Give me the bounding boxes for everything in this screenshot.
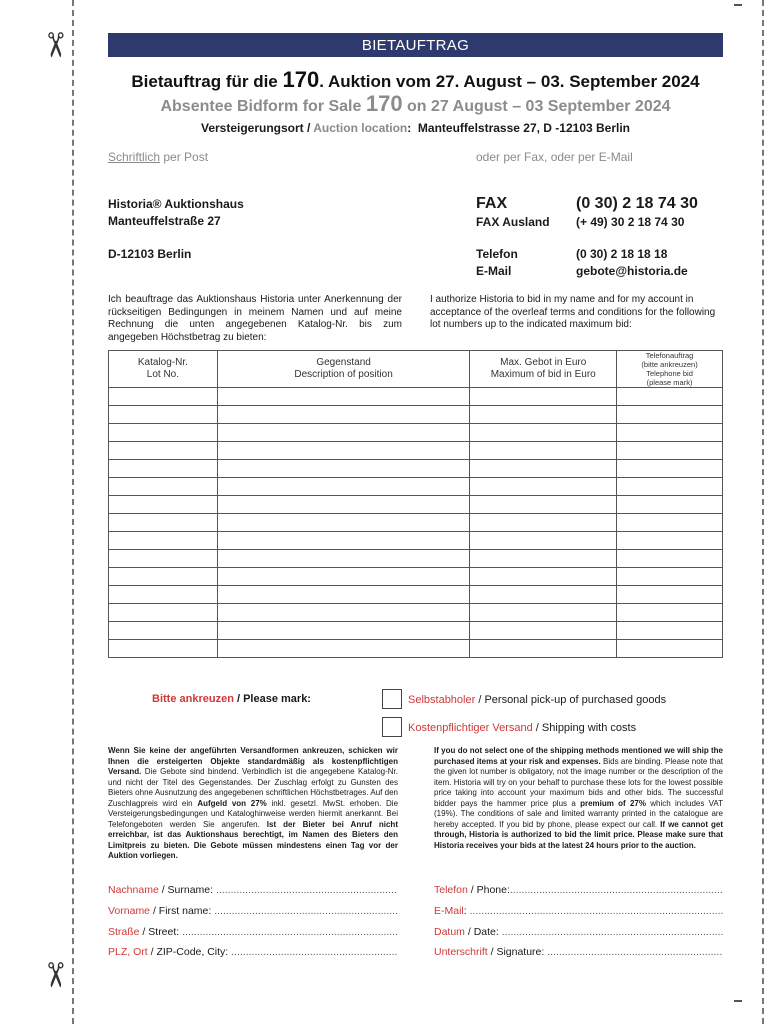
- fax-number: (0 30) 2 18 74 30: [576, 195, 698, 212]
- telephone-bid-cell[interactable]: [617, 622, 723, 640]
- scissors-icon: ✂: [35, 30, 74, 60]
- max-bid-cell[interactable]: [470, 424, 617, 442]
- crop-mark: [734, 4, 742, 6]
- telephone-bid-cell[interactable]: [617, 424, 723, 442]
- auction-location: Versteigerungsort / Auction location: Manteuffelstrasse 27, D -12103 Berlin: [200, 121, 631, 135]
- col-lot-number: Katalog-Nr. Lot No.: [109, 351, 218, 388]
- pickup-checkbox[interactable]: [382, 689, 402, 709]
- form-banner: BIETAUFTRAG: [108, 33, 723, 57]
- phone-field[interactable]: Telefon / Phone:.........................................................................: [434, 884, 723, 896]
- lot-number-cell[interactable]: [109, 550, 218, 568]
- description-cell[interactable]: [217, 424, 470, 442]
- lot-number-cell[interactable]: [109, 532, 218, 550]
- telephone-bid-cell[interactable]: [617, 478, 723, 496]
- table-row: [109, 604, 723, 622]
- first-name-field[interactable]: Vorname / First name: ...............................................................: [108, 905, 399, 917]
- crop-mark: [734, 1000, 742, 1002]
- description-cell[interactable]: [217, 604, 470, 622]
- lot-number-cell[interactable]: [109, 388, 218, 406]
- table-row: [109, 640, 723, 658]
- table-row: [109, 514, 723, 532]
- telephone-bid-cell[interactable]: [617, 388, 723, 406]
- description-cell[interactable]: [217, 568, 470, 586]
- col-telephone-bid: Telefonauftrag (bitte ankreuzen) Telephone bid (please mark): [617, 351, 723, 388]
- table-row: [109, 568, 723, 586]
- lot-number-cell[interactable]: [109, 568, 218, 586]
- note-german: Wenn Sie keine der angeführten Versandformen ankreuzen, schicken wir Ihnen die ersteigerten Objekte standardmäßig als kostenpflichtigen Versand. Die Gebote sind bindend. Verbindlich ist die angegebene Katalog-Nr. und nicht der Titel des Gegenstandes. Der Zuschlag erfolgt zu Gunsten des Bieters ohne Ausnutzung des angegebenen schriftlichen Höchstbetrages. Auf den Zuschlagpreis wird ein Aufgeld von 27% inkl. gesetzl. MwSt. erhoben. Die Versteigerungsbedingungen und Kataloghinweise werden hiermit anerkannt. Bei Telefongeboten werden Sie angerufen. Ist der Bieter bei Anruf nicht erreichbar, ist das Auktionshaus berechtigt, im Namen des Bieters den Limitpreis zu bieten. Die Gebote müssen mindestens einen Tag vor der Auktion vorliegen.: [108, 746, 399, 860]
- table-row: [109, 532, 723, 550]
- telephone-bid-cell[interactable]: [617, 514, 723, 532]
- telephone-bid-cell[interactable]: [617, 550, 723, 568]
- lot-number-cell[interactable]: [109, 514, 218, 532]
- street-field[interactable]: Straße / Street: ..........................................................................: [108, 926, 399, 938]
- fax-abroad-label: FAX Ausland: [476, 215, 550, 229]
- email-label: E-Mail: [476, 264, 512, 278]
- shipping-checkbox[interactable]: [382, 717, 402, 737]
- table-row: [109, 460, 723, 478]
- table-row: [109, 478, 723, 496]
- telephone-bid-cell[interactable]: [617, 460, 723, 478]
- company-name: Historia® Auktionshaus: [108, 197, 244, 211]
- fax-abroad-number: (+ 49) 30 2 18 74 30: [576, 215, 685, 229]
- max-bid-cell[interactable]: [470, 406, 617, 424]
- surname-field[interactable]: Nachname / Surname: ..............................................................: [108, 884, 397, 896]
- lot-number-cell[interactable]: [109, 406, 218, 424]
- telephone-bid-cell[interactable]: [617, 532, 723, 550]
- phone-label: Telefon: [476, 247, 518, 261]
- intro-english: I authorize Historia to bid in my name and for my account in acceptance of the overleaf terms and conditions for the following lot numbers up to the indicated maximum bid:: [430, 294, 716, 330]
- phone-number: (0 30) 2 18 18 18: [576, 247, 668, 261]
- max-bid-cell[interactable]: [470, 514, 617, 532]
- note-english: If you do not select one of the shipping methods mentioned we will ship the purchased items at your risk and expenses. Bids are binding. Please note that the given lot number is obligatory, not the image number or the description of the item. Historia will try on your behalf to purchase these lots for the lowest possible price taking into account your maximum bids and other bids. The successful bidder pays the hammer price plus a premium of 27% which includes VAT (19%). The conditions of sale and limited warranty printed in the catalogue are hereby accepted. If you bid by phone, please expect our call. If we cannot get through, Historia is authorized to bid the limit price. Please make sure that Historia receives your bids at the latest 24 hours prior to the auction.: [434, 746, 724, 850]
- lot-number-cell[interactable]: [109, 460, 218, 478]
- description-cell[interactable]: [217, 460, 470, 478]
- max-bid-cell[interactable]: [470, 388, 617, 406]
- description-cell[interactable]: [217, 496, 470, 514]
- intro-german: Ich beauftrage das Auktionshaus Historia unter Anerkennung der rückseitigen Bedingungen in meinem Namen und auf meine Rechnung die unten angegebenen Katalog-Nr. bis zum angegeben Höchstbetrag zu bieten:: [108, 294, 402, 343]
- description-cell[interactable]: [217, 514, 470, 532]
- email-field[interactable]: E-Mail: .......................................................................................: [434, 905, 724, 917]
- bid-table: [108, 350, 723, 658]
- max-bid-cell[interactable]: [470, 478, 617, 496]
- description-cell[interactable]: [217, 586, 470, 604]
- telephone-bid-cell[interactable]: [617, 586, 723, 604]
- description-cell[interactable]: [217, 550, 470, 568]
- table-row: [109, 622, 723, 640]
- max-bid-cell[interactable]: [470, 640, 617, 658]
- description-cell[interactable]: [217, 532, 470, 550]
- table-row: [109, 550, 723, 568]
- zip-city-field[interactable]: PLZ, Ort / ZIP-Code, City: .........................................................: [108, 946, 398, 958]
- table-row: [109, 424, 723, 442]
- cut-line-left: [72, 0, 74, 1024]
- max-bid-cell[interactable]: [470, 550, 617, 568]
- date-field[interactable]: Datum / Date: ............................................................................: [434, 926, 724, 938]
- max-bid-cell[interactable]: [470, 532, 617, 550]
- max-bid-cell[interactable]: [470, 442, 617, 460]
- lot-number-cell[interactable]: [109, 622, 218, 640]
- max-bid-cell[interactable]: [470, 586, 617, 604]
- title-english: Absentee Bidform for Sale 170 on 27 August – 03 September 2024: [160, 91, 671, 116]
- description-cell[interactable]: [217, 640, 470, 658]
- lot-number-cell[interactable]: [109, 496, 218, 514]
- telephone-bid-cell[interactable]: [617, 568, 723, 586]
- max-bid-cell[interactable]: [470, 622, 617, 640]
- please-mark-label: Bitte ankreuzen / Please mark:: [152, 693, 311, 705]
- lot-number-cell[interactable]: [109, 442, 218, 460]
- description-cell[interactable]: [217, 442, 470, 460]
- description-cell[interactable]: [217, 388, 470, 406]
- company-street: Manteuffelstraße 27: [108, 214, 221, 228]
- fax-email-heading: oder per Fax, oder per E-Mail: [476, 150, 633, 164]
- lot-number-cell[interactable]: [109, 604, 218, 622]
- telephone-bid-cell[interactable]: [617, 496, 723, 514]
- shipping-option-label: Kostenpflichtiger Versand / Shipping with costs: [408, 722, 637, 734]
- max-bid-cell[interactable]: [470, 496, 617, 514]
- max-bid-cell[interactable]: [470, 460, 617, 478]
- telephone-bid-cell[interactable]: [617, 442, 723, 460]
- table-row: [109, 406, 723, 424]
- email-address: gebote@historia.de: [576, 264, 688, 278]
- scissors-icon: ✂: [35, 960, 74, 990]
- col-description: Gegenstand Description of position: [217, 351, 470, 388]
- telephone-bid-cell[interactable]: [617, 604, 723, 622]
- table-row: [109, 442, 723, 460]
- description-cell[interactable]: [217, 406, 470, 424]
- signature-field[interactable]: Unterschrift / Signature: ............................................................: [434, 946, 723, 958]
- lot-number-cell[interactable]: [109, 478, 218, 496]
- lot-number-cell[interactable]: [109, 640, 218, 658]
- col-max-bid: Max. Gebot in Euro Maximum of bid in Euro: [470, 351, 617, 388]
- table-row: [109, 586, 723, 604]
- table-row: [109, 496, 723, 514]
- company-city: D-12103 Berlin: [108, 247, 192, 261]
- description-cell[interactable]: [217, 478, 470, 496]
- telephone-bid-cell[interactable]: [617, 406, 723, 424]
- max-bid-cell[interactable]: [470, 568, 617, 586]
- telephone-bid-cell[interactable]: [617, 640, 723, 658]
- lot-number-cell[interactable]: [109, 586, 218, 604]
- cut-line-right: [762, 0, 764, 1024]
- title-german: Bietauftrag für die 170. Auktion vom 27. August – 03. September 2024: [131, 67, 700, 92]
- fax-label: FAX: [476, 195, 508, 212]
- pickup-option-label: Selbstabholer / Personal pick-up of purchased goods: [408, 694, 667, 706]
- table-row: [109, 388, 723, 406]
- description-cell[interactable]: [217, 622, 470, 640]
- max-bid-cell[interactable]: [470, 604, 617, 622]
- lot-number-cell[interactable]: [109, 424, 218, 442]
- by-post-heading: Schriftlich per Post: [108, 150, 209, 164]
